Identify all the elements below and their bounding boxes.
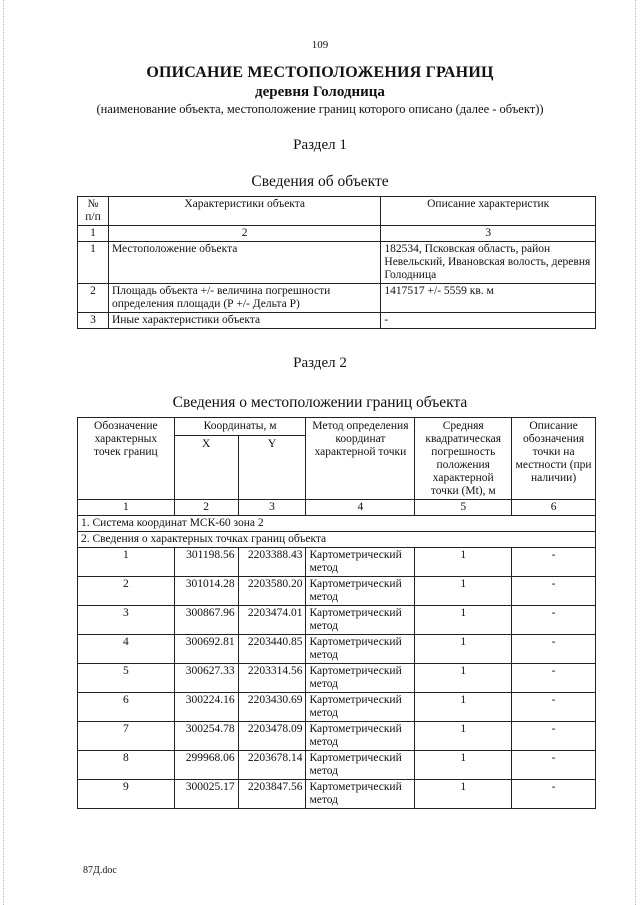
table-header-row bbox=[78, 418, 596, 436]
column-number: 4 bbox=[306, 500, 415, 516]
boundary-points-table bbox=[77, 417, 596, 809]
table-row bbox=[78, 664, 596, 693]
table-row bbox=[78, 242, 596, 284]
point-y: 2203430.69 bbox=[238, 693, 306, 722]
object-caption: (наименование объекта, местоположение границ которого описано (далее - объект)) bbox=[96, 102, 544, 116]
point-error: 1 bbox=[415, 693, 512, 722]
point-error: 1 bbox=[415, 780, 512, 809]
header-point: Обозначение характерных точек границ bbox=[78, 418, 175, 500]
point-y: 2203678.14 bbox=[238, 751, 306, 780]
point-method: Картометрический метод bbox=[306, 693, 415, 722]
header-characteristics: Характеристики объекта bbox=[108, 197, 380, 226]
table-row bbox=[78, 313, 596, 329]
point-x: 299968.06 bbox=[174, 751, 238, 780]
points-title-row bbox=[78, 532, 596, 548]
section1-table-title: Сведения об объекте bbox=[251, 173, 389, 190]
column-number: 3 bbox=[238, 500, 306, 516]
point-y: 2203478.09 bbox=[238, 722, 306, 751]
column-number: 3 bbox=[381, 226, 596, 242]
point-error: 1 bbox=[415, 577, 512, 606]
point-error: 1 bbox=[415, 664, 512, 693]
row-value: 1417517 +/- 5559 кв. м bbox=[381, 284, 596, 313]
point-description: - bbox=[512, 548, 596, 577]
coordinate-system: 1. Система координат МСК-60 зона 2 bbox=[78, 516, 596, 532]
column-numbers-row bbox=[78, 226, 596, 242]
page-edge-right bbox=[635, 0, 637, 905]
point-x: 300025.17 bbox=[174, 780, 238, 809]
section2-heading: Раздел 2 bbox=[293, 355, 347, 371]
point-description: - bbox=[512, 606, 596, 635]
header-y: Y bbox=[238, 436, 306, 500]
table-row bbox=[78, 548, 596, 577]
point-error: 1 bbox=[415, 606, 512, 635]
point-description: - bbox=[512, 780, 596, 809]
point-method: Картометрический метод bbox=[306, 606, 415, 635]
section1-heading: Раздел 1 bbox=[293, 137, 347, 153]
column-number: 1 bbox=[78, 500, 175, 516]
point-id: 6 bbox=[78, 693, 175, 722]
point-x: 301198.56 bbox=[174, 548, 238, 577]
point-description: - bbox=[512, 577, 596, 606]
point-method: Картометрический метод bbox=[306, 664, 415, 693]
row-characteristic: Местоположение объекта bbox=[108, 242, 380, 284]
point-description: - bbox=[512, 722, 596, 751]
column-number: 1 bbox=[78, 226, 109, 242]
point-x: 301014.28 bbox=[174, 577, 238, 606]
column-number: 2 bbox=[174, 500, 238, 516]
header-point-description: Описание обозначения точки на местности (при наличии) bbox=[512, 418, 596, 500]
point-error: 1 bbox=[415, 635, 512, 664]
table-header-row bbox=[78, 197, 596, 226]
point-error: 1 bbox=[415, 722, 512, 751]
point-method: Картометрический метод bbox=[306, 635, 415, 664]
column-numbers-row bbox=[78, 500, 596, 516]
point-x: 300867.96 bbox=[174, 606, 238, 635]
point-method: Картометрический метод bbox=[306, 548, 415, 577]
file-name-footer: 87Д.doc bbox=[83, 865, 117, 876]
object-name: деревня Голодница bbox=[255, 84, 385, 100]
row-num: 2 bbox=[78, 284, 109, 313]
point-id: 5 bbox=[78, 664, 175, 693]
table-row bbox=[78, 751, 596, 780]
point-y: 2203440.85 bbox=[238, 635, 306, 664]
point-description: - bbox=[512, 635, 596, 664]
point-y: 2203314.56 bbox=[238, 664, 306, 693]
point-id: 2 bbox=[78, 577, 175, 606]
point-y: 2203847.56 bbox=[238, 780, 306, 809]
row-value: 182534, Псковская область, район Невельский, Ивановская волость, деревня Голодница bbox=[381, 242, 596, 284]
point-y: 2203580.20 bbox=[238, 577, 306, 606]
point-error: 1 bbox=[415, 548, 512, 577]
column-number: 5 bbox=[415, 500, 512, 516]
row-characteristic: Площадь объекта +/- величина погрешности определения площади (Р +/- Дельта Р) bbox=[108, 284, 380, 313]
point-x: 300224.16 bbox=[174, 693, 238, 722]
table-row bbox=[78, 722, 596, 751]
point-id: 9 bbox=[78, 780, 175, 809]
header-coordinates: Координаты, м bbox=[174, 418, 306, 436]
point-x: 300254.78 bbox=[174, 722, 238, 751]
page-edge-left bbox=[3, 0, 5, 905]
table-row bbox=[78, 693, 596, 722]
point-description: - bbox=[512, 693, 596, 722]
point-id: 7 bbox=[78, 722, 175, 751]
points-title: 2. Сведения о характерных точках границ объекта bbox=[78, 532, 596, 548]
page-number: 109 bbox=[311, 39, 329, 51]
point-description: - bbox=[512, 664, 596, 693]
table-row bbox=[78, 606, 596, 635]
section2-table-title: Сведения о местоположении границ объекта bbox=[172, 394, 468, 411]
point-method: Картометрический метод bbox=[306, 780, 415, 809]
table-row bbox=[78, 577, 596, 606]
row-num: 1 bbox=[78, 242, 109, 284]
coord-system-row bbox=[78, 516, 596, 532]
point-method: Картометрический метод bbox=[306, 577, 415, 606]
point-id: 3 bbox=[78, 606, 175, 635]
point-id: 1 bbox=[78, 548, 175, 577]
document-title: ОПИСАНИЕ МЕСТОПОЛОЖЕНИЯ ГРАНИЦ bbox=[146, 64, 494, 81]
header-method: Метод определения координат характерной точки bbox=[306, 418, 415, 500]
point-id: 4 bbox=[78, 635, 175, 664]
column-number: 2 bbox=[108, 226, 380, 242]
object-info-table bbox=[77, 196, 596, 329]
point-method: Картометрический метод bbox=[306, 751, 415, 780]
header-x: X bbox=[174, 436, 238, 500]
row-value: - bbox=[381, 313, 596, 329]
header-num: № п/п bbox=[78, 197, 109, 226]
point-y: 2203474.01 bbox=[238, 606, 306, 635]
point-x: 300692.81 bbox=[174, 635, 238, 664]
row-characteristic: Иные характеристики объекта bbox=[108, 313, 380, 329]
point-method: Картометрический метод bbox=[306, 722, 415, 751]
point-error: 1 bbox=[415, 751, 512, 780]
point-x: 300627.33 bbox=[174, 664, 238, 693]
header-error: Средняя квадратическая погрешность положения характерной точки (Mt), м bbox=[415, 418, 512, 500]
row-num: 3 bbox=[78, 313, 109, 329]
point-description: - bbox=[512, 751, 596, 780]
header-description: Описание характеристик bbox=[381, 197, 596, 226]
point-y: 2203388.43 bbox=[238, 548, 306, 577]
table-row bbox=[78, 284, 596, 313]
table-row bbox=[78, 635, 596, 664]
column-number: 6 bbox=[512, 500, 596, 516]
point-id: 8 bbox=[78, 751, 175, 780]
table-row bbox=[78, 780, 596, 809]
